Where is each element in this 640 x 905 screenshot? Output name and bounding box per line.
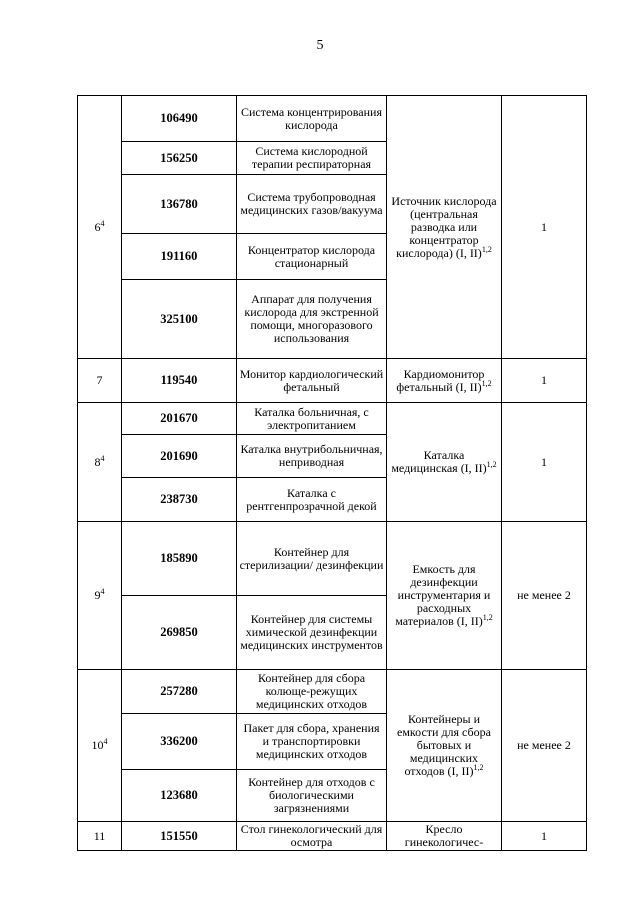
row-number (78, 403, 122, 522)
quantity-text: 1 (541, 373, 547, 387)
equipment-description-sup: 1,2 (482, 613, 493, 622)
item-code (122, 359, 237, 403)
item-name-text: Контейнер для сбора колюще-режущих медицинских отходов (255, 671, 368, 711)
row-number (78, 96, 122, 359)
item-name-text: Контейнер для стерилизации/ дезинфекции (239, 544, 384, 572)
item-name (237, 142, 387, 175)
item-code-text: 151550 (160, 828, 198, 843)
item-name-text: Аппарат для получения кислорода для экстренной помощи, многоразового использования (244, 292, 379, 345)
quantity-text: не менее 2 (517, 588, 571, 602)
table-row (78, 822, 587, 851)
item-code-text: 156250 (160, 150, 198, 165)
item-code-text: 269850 (160, 625, 198, 639)
item-name-text: Каталка больничная, с электропитанием (254, 404, 369, 432)
item-code (122, 280, 237, 359)
equipment-table (77, 95, 587, 851)
row-number-text: 8 (94, 454, 101, 469)
row-number (78, 359, 122, 403)
item-code (122, 770, 237, 822)
table-row (78, 96, 587, 142)
item-name-text: Система трубопроводная медицинских газов/вакуума (240, 190, 383, 217)
quantity-text: 1 (541, 454, 547, 469)
item-code (122, 522, 237, 596)
item-name-text: Пакет для сбора, хранения и транспортировки медицинских отходов (243, 721, 380, 761)
item-code (122, 403, 237, 435)
page-number: 5 (316, 38, 324, 53)
equipment-description-sup: 1,2 (481, 378, 492, 388)
item-name (237, 359, 387, 403)
quantity (502, 96, 587, 359)
quantity (502, 522, 587, 670)
table-row (78, 522, 587, 596)
equipment-description-text: Контейнеры и емкости для сбора бытовых и медицинских отходов (I, II) (397, 712, 491, 778)
item-name (237, 96, 387, 142)
item-code-text: 106490 (160, 111, 198, 125)
item-name-text: Контейнер для отходов с биологическими загрязнениями (248, 775, 375, 815)
row-number (78, 670, 122, 822)
row-number-text: 9 (94, 588, 101, 602)
row-number-text: 6 (94, 219, 101, 234)
item-name-text: Система кислородной терапии респираторная (251, 144, 372, 171)
item-code (122, 714, 237, 770)
row-number-sup: 4 (100, 218, 105, 228)
equipment-description (387, 359, 502, 403)
equipment-description-text: Емкость для дезинфекции инструментария и расходных материалов (I, II) (395, 562, 491, 628)
table-row (78, 670, 587, 714)
item-code (122, 822, 237, 851)
item-name (237, 478, 387, 522)
item-name (237, 175, 387, 234)
item-code (122, 435, 237, 478)
item-name-text: Контейнер для системы химической дезинфекции медицинских инструментов (240, 612, 383, 652)
equipment-description-sup: 1,2 (473, 763, 484, 772)
item-name (237, 234, 387, 280)
table-row (78, 403, 587, 435)
quantity (502, 670, 587, 822)
row-number-text: 10 (91, 738, 104, 752)
item-code (122, 96, 237, 142)
item-code-text: 257280 (160, 684, 198, 698)
item-code (122, 142, 237, 175)
item-name (237, 280, 387, 359)
item-name (237, 435, 387, 478)
quantity-text: 1 (541, 828, 547, 843)
equipment-description (387, 522, 502, 670)
row-number-text: 11 (93, 828, 106, 843)
row-number (78, 522, 122, 670)
row-number-sup: 4 (100, 453, 105, 463)
equipment-description (387, 670, 502, 822)
row-number (78, 822, 122, 851)
item-code-text: 185890 (160, 551, 198, 565)
item-name-text: Система концентрирования кислорода (241, 104, 382, 132)
item-name (237, 522, 387, 596)
item-code (122, 670, 237, 714)
item-code (122, 175, 237, 234)
equipment-description (387, 822, 502, 851)
item-name-text: Стол гинекологический для осмотра (240, 822, 383, 849)
row-number-sup: 4 (100, 587, 105, 596)
equipment-description-sup: 1,2 (486, 460, 497, 469)
item-code-text: 123680 (160, 788, 198, 802)
item-name-text: Каталка внутрибольничная, неприводная (240, 442, 383, 469)
item-code (122, 596, 237, 670)
equipment-description (387, 96, 502, 359)
item-code-text: 201670 (160, 411, 198, 425)
item-code (122, 234, 237, 280)
equipment-description-sup: 1,2 (481, 244, 492, 254)
item-code-text: 136780 (160, 196, 198, 211)
item-code (122, 478, 237, 522)
item-name-text: Каталка с рентгенпрозрачной декой (246, 485, 377, 513)
item-name (237, 596, 387, 670)
item-name (237, 770, 387, 822)
quantity (502, 403, 587, 522)
equipment-description-text: Кресло гинекологичес- (404, 822, 484, 849)
row-number-text: 7 (96, 373, 103, 387)
item-name (237, 822, 387, 851)
item-name (237, 670, 387, 714)
item-code-text: 325100 (160, 311, 198, 326)
table-row (78, 359, 587, 403)
item-name-text: Монитор кардиологический фетальный (239, 366, 384, 394)
item-code-text: 238730 (160, 492, 198, 506)
equipment-description-text: Источник кислорода (центральная разводка или концентратор кислорода) (I, II) (391, 193, 497, 260)
equipment-description-text: Каталка медицинская (I, II) (391, 448, 487, 475)
item-code-text: 119540 (160, 373, 198, 387)
item-name (237, 403, 387, 435)
quantity (502, 359, 587, 403)
item-name (237, 714, 387, 770)
item-code-text: 336200 (160, 734, 198, 748)
quantity-text: не менее 2 (517, 738, 571, 752)
quantity-text: 1 (541, 219, 547, 234)
quantity (502, 822, 587, 851)
equipment-description-text: Кардиомонитор фетальный (I, II) (396, 366, 485, 394)
equipment-description (387, 403, 502, 522)
row-number-sup: 4 (103, 737, 108, 746)
item-name-text: Концентратор кислорода стационарный (247, 242, 376, 270)
item-code-text: 201690 (160, 448, 198, 463)
item-code-text: 191160 (160, 249, 198, 263)
